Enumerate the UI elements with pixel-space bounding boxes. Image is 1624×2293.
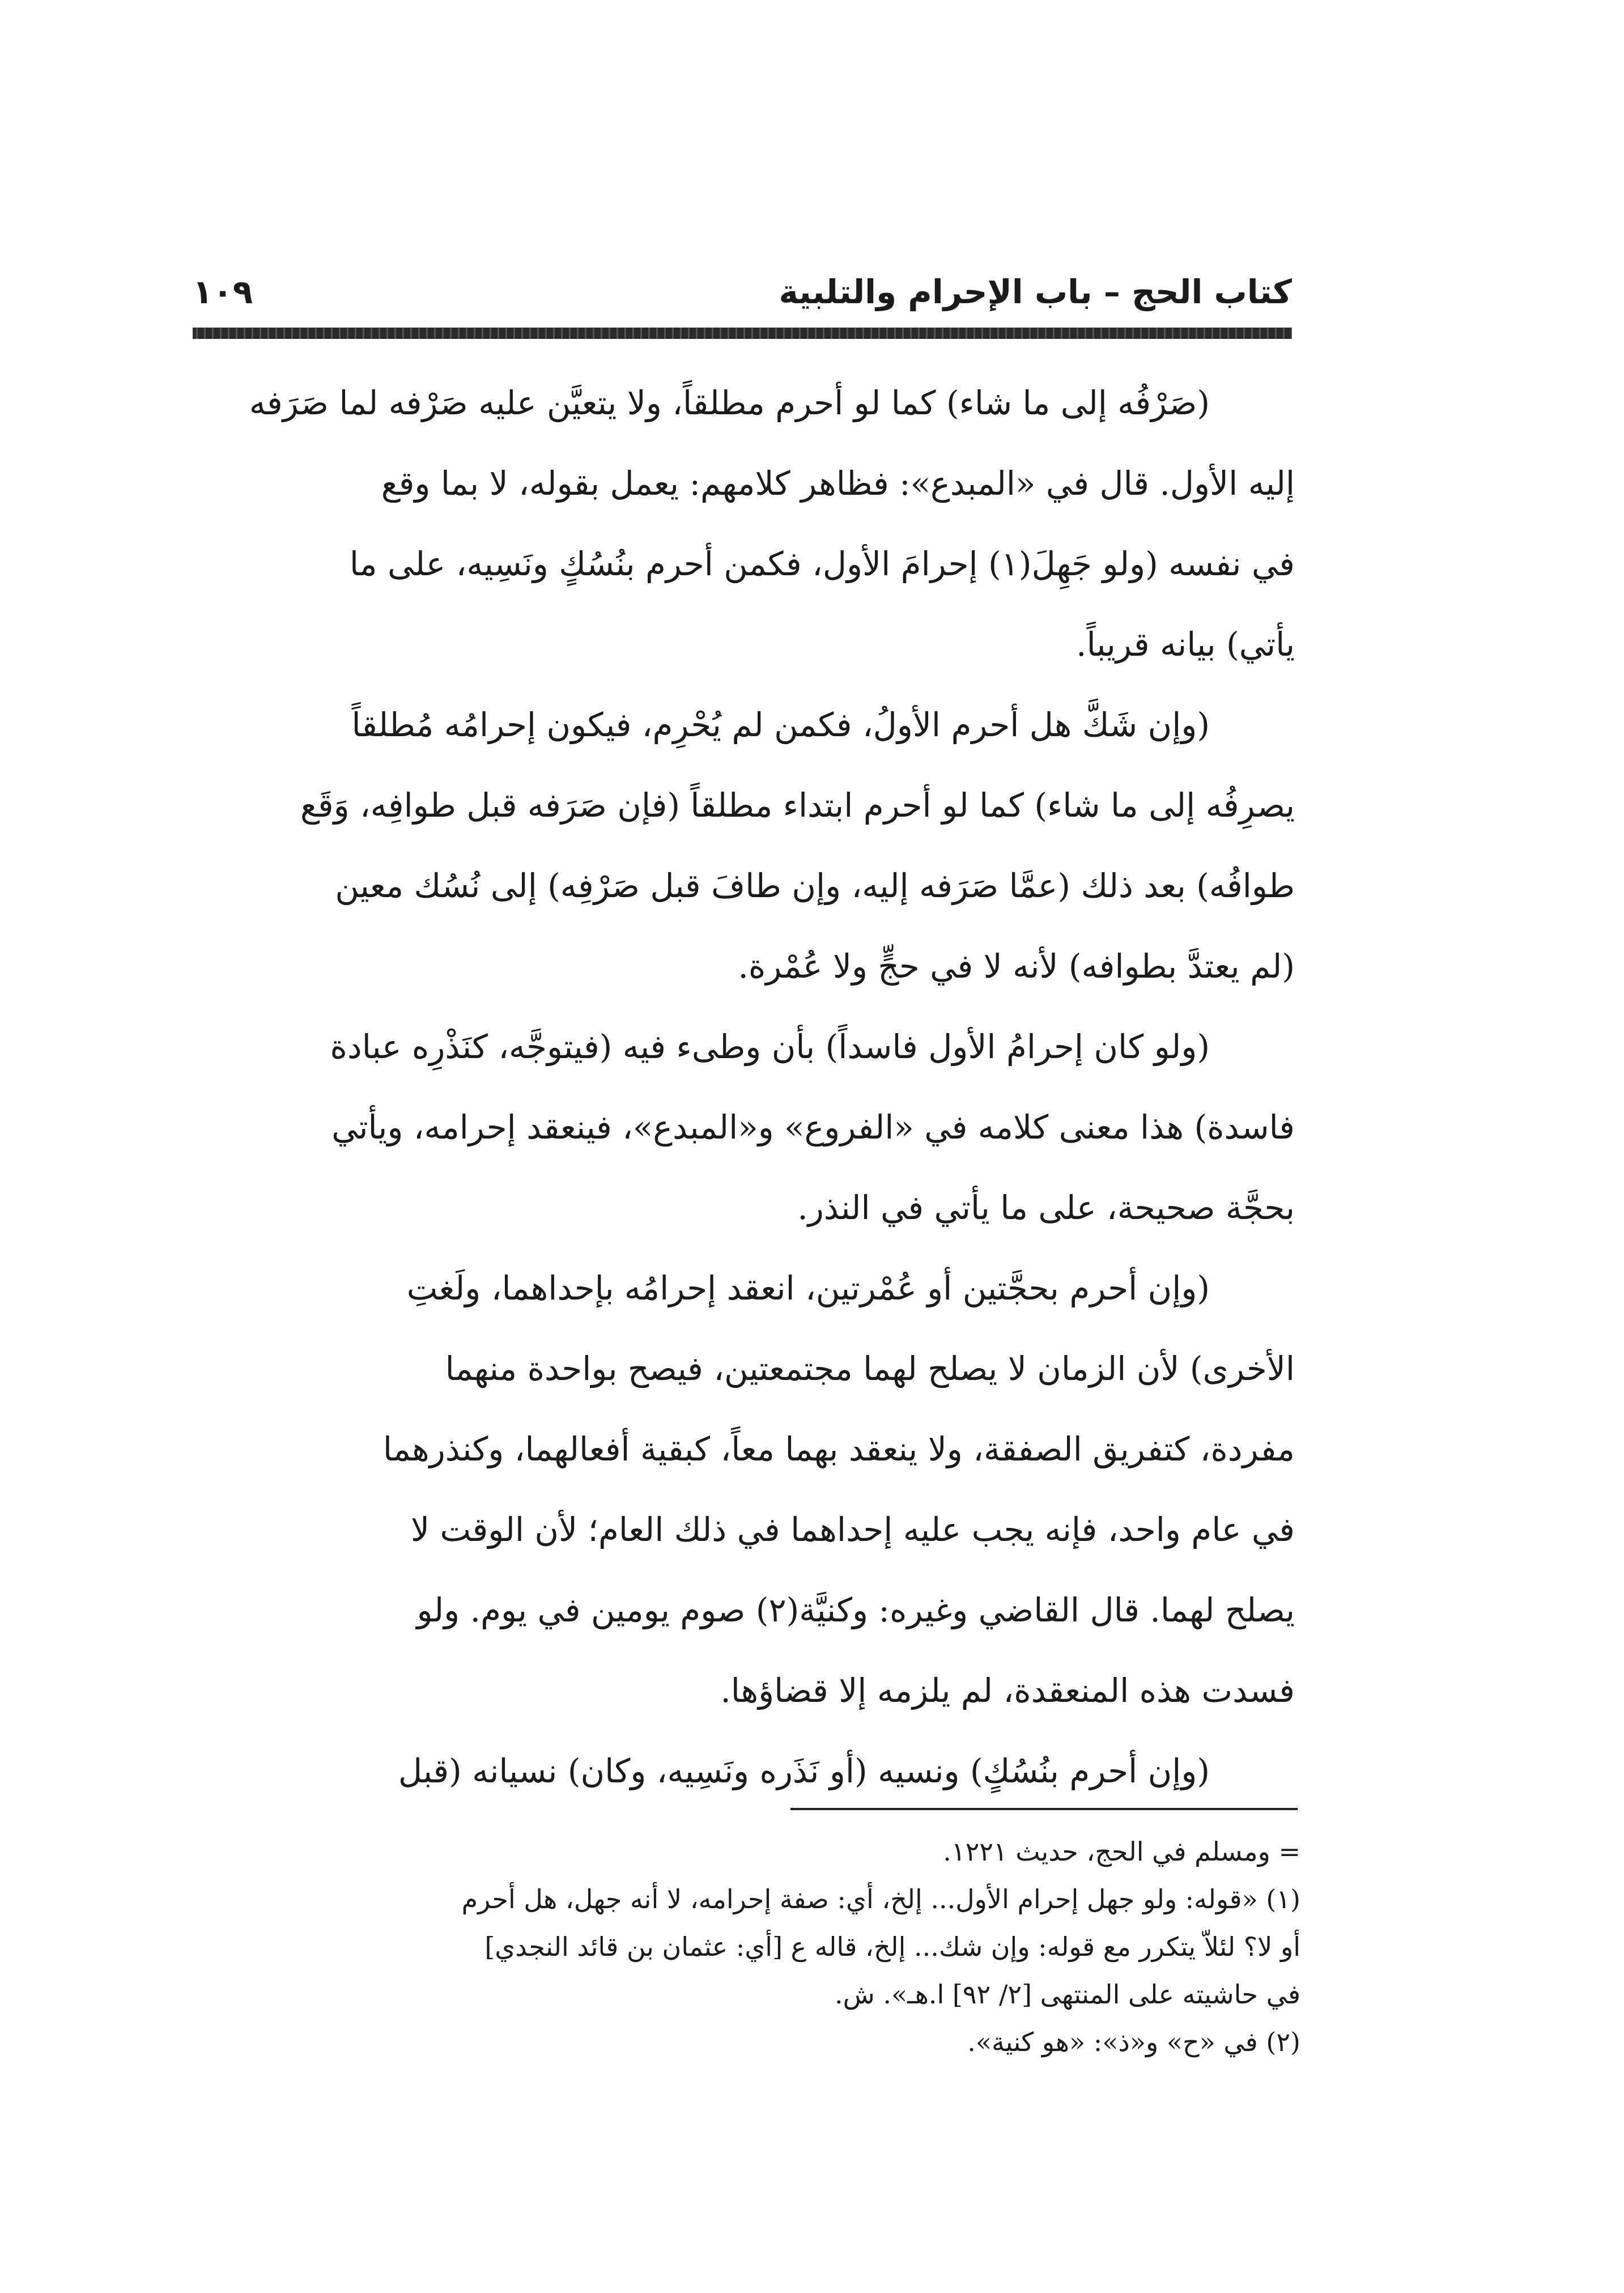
page-number: ١٠٩ [193,273,253,311]
paragraph: (صَرْفُه إلى ما شاء) كما لو أحرم مطلقاً، ولا يتعيَّن عليه صَرْفه لما صَرَفه إليه الأول. قال في «المبدع»: فظاهر كلامهم: يعمل بقوله، لا بما وقع في نفسه (ولو جَهِلَ(١) إحرامَ الأول، فكمن أحرم بنُسُكٍ ونَسِيه، على ما يأتي) بيانه قريباً. [249,384,1295,664]
paragraph: (وإن شَكَّ هل أحرم الأولُ، فكمن لم يُحْرِم، فيكون إحرامُه مُطلقاً يصرِفُه إلى ما شاء) كما لو أحرم ابتداء مطلقاً (فإن صَرَفه قبل طوافِه، وَقَع طوافُه) بعد ذلك (عمَّا صَرَفه إليه، وإن طافَ قبل صَرْفِه) إلى نُسُك معين (لم يعتدَّ بطوافه) لأنه لا في حجٍّ ولا عُمْرة. [300,706,1295,986]
paragraph: (وإن أحرم بحجَّتين أو عُمْرتين، انعقد إحرامُه بإحداهما، ولَغتِ الأخرى) لأن الزمان لا يصلح لهما مجتمعتين، فيصح بواحدة منهما مفردة، كتفريق الصفقة، ولا ينعقد بهما معاً، كبقية أفعالهما، وكنذرهما في عام واحد، فإنه يجب عليه إحداهما في ذلك العام؛ لأن الوقت لا يصلح لهما. قال القاضي وغيره: وكنيَّة(٢) صوم يومين في يوم. ولو فسدت هذه المنعقدة، لم يلزمه إلا قضاؤها. [382,1269,1295,1710]
paragraph: (وإن أحرم بنُسُكٍ) ونسيه (أو نَذَره ونَسِيه، وكان) نسيانه (قبل [398,1752,1210,1790]
footnotes [193,1828,1300,2066]
footnote-2: (٢) في «ح» و«ذ»: «هو كنية». [967,2027,1300,2057]
main-text [187,363,1295,1811]
footnote-1: (١) «قوله: ولو جهل إحرام الأول... إلخ، أي: صفة إحرامه، لا أنه جهل، هل أحرم أو لا؟ لئلاّ يتكرر مع قوله: وإن شك... إلخ، قاله ع [أي: عثمان بن قائد النجدي] في حاشيته على المنتهى [٢/ ٩٢] ا.هـ». ش. [461,1884,1300,2010]
footnote-continuation: = ومسلم في الحج، حديث ١٢٢١. [943,1836,1300,1867]
paragraph: (ولو كان إحرامُ الأول فاسداً) بأن وطىء فيه (فيتوجَّه، كنَذْرِه عبادة فاسدة) هذا معنى كلامه في «الفروع» و«المبدع»، فينعقد إحرامه، ويأتي بحجَّة صحيحة، على ما يأتي في النذر. [330,1027,1295,1227]
footnote-divider [790,1808,1298,1810]
running-header [193,266,1292,317]
header-divider [193,328,1292,339]
running-title: كتاب الحج – باب الإحرام والتلبية [779,273,1292,311]
